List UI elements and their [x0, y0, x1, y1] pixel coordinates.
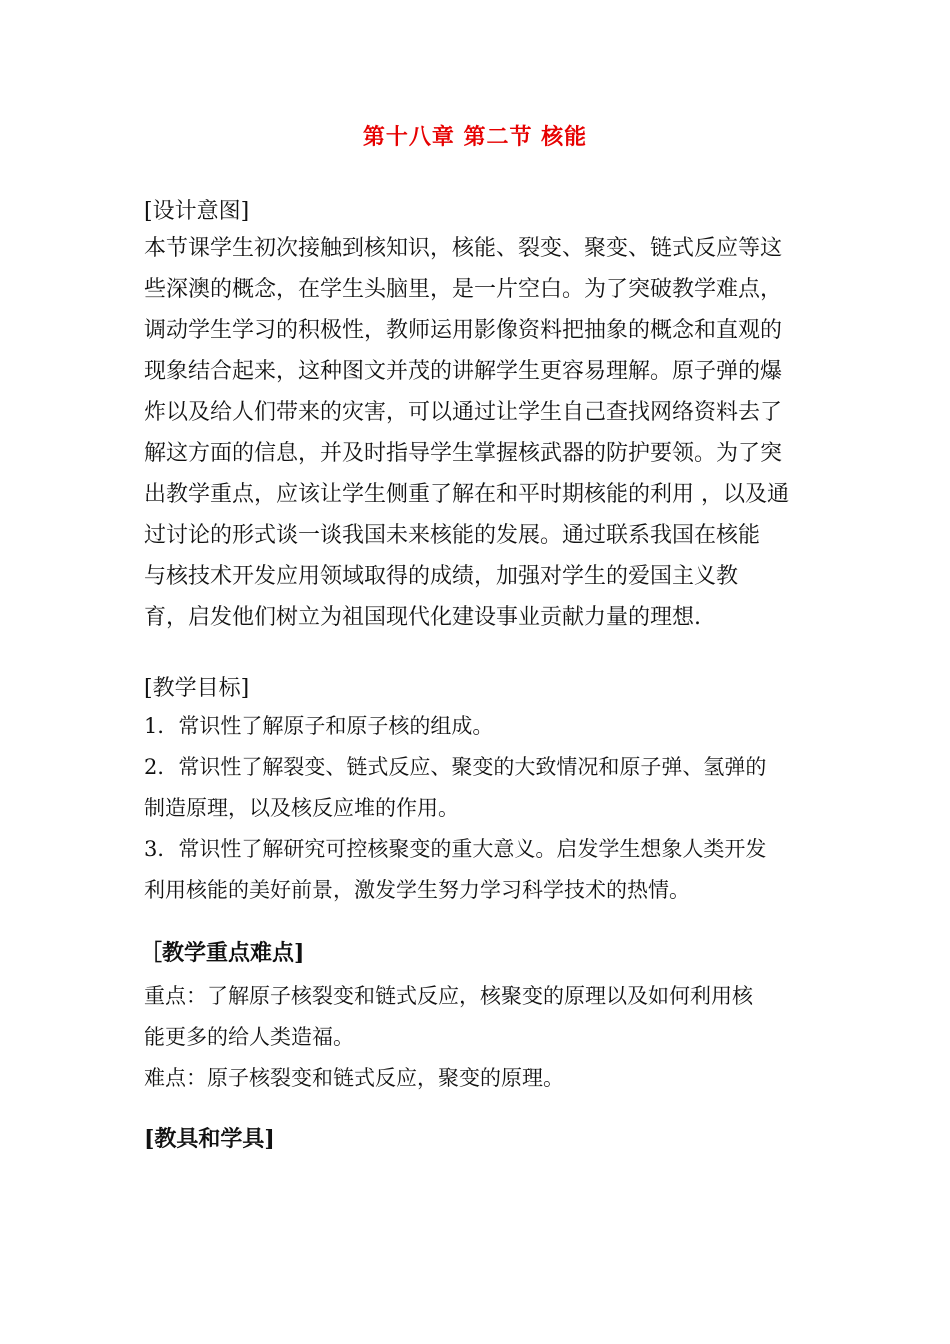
list-item: 3．常识性了解研究可控核聚变的重大意义。启发学生想象人类开发 [144, 837, 767, 861]
list-item: 利用核能的美好前景，激发学生努力学习科学技术的热情。 [144, 878, 690, 902]
text-line: 育，启发他们树立为祖国现代化建设事业贡献力量的理想. [144, 605, 701, 630]
design-intent-paragraph [144, 228, 812, 638]
list-item: 难点：原子核裂变和链式反应，聚变的原理。 [144, 1066, 564, 1090]
text-line: 现象结合起来，这种图文并茂的讲解学生更容易理解。原子弹的爆 [144, 359, 783, 384]
text-line: 些深澳的概念，在学生头脑里，是一片空白。为了突破教学难点， [144, 277, 783, 302]
section-heading-design-intent: [设计意图] [144, 199, 250, 224]
text-line: 炸以及给人们带来的灾害，可以通过让学生自己查找网络资料去了 [144, 400, 783, 425]
document-title: 第十八章 第二节 核能 [362, 124, 588, 150]
section-heading-teaching-goals: [教学目标] [144, 676, 250, 701]
text-line: 调动学生学习的积极性，教师运用影像资料把抽象的概念和直观的 [144, 318, 783, 343]
text-line: 出教学重点，应该让学生侧重了解在和平时期核能的利用 ，以及通 [144, 482, 789, 507]
section-heading-key-points: ［教学重点难点] [140, 940, 305, 966]
list-item: 1．常识性了解原子和原子核的组成。 [144, 714, 494, 738]
list-item: 制造原理，以及核反应堆的作用。 [144, 796, 459, 820]
text-line: 与核技术开发应用领域取得的成绩，加强对学生的爱国主义教 [144, 564, 739, 589]
key-points-list [144, 976, 753, 1099]
text-line: 本节课学生初次接触到核知识，核能、裂变、聚变、链式反应等这 [144, 236, 783, 261]
list-item: 2．常识性了解裂变、链式反应、聚变的大致情况和原子弹、氢弹的 [144, 755, 767, 779]
text-line: 解这方面的信息，并及时指导学生掌握核武器的防护要领。为了突 [144, 441, 783, 466]
list-item: 重点：了解原子核裂变和链式反应，核聚变的原理以及如何利用核 [144, 984, 753, 1008]
list-item: 能更多的给人类造福。 [144, 1025, 354, 1049]
section-heading-tools: [教具和学具] [144, 1126, 275, 1152]
text-line: 过讨论的形式谈一谈我国未来核能的发展。通过联系我国在核能 [144, 523, 761, 548]
teaching-goals-list [144, 706, 766, 911]
